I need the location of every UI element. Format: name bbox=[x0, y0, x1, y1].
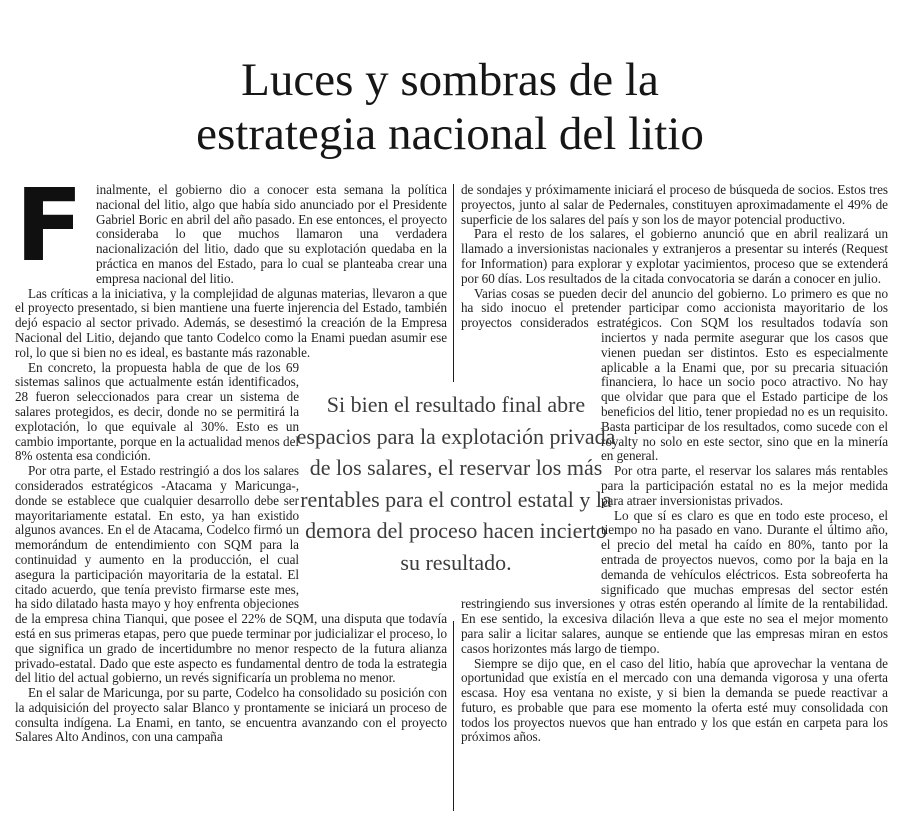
column-divider-bottom bbox=[453, 621, 454, 811]
drop-cap: F bbox=[15, 183, 84, 284]
article-title-line-1: Luces y sombras de la bbox=[241, 54, 659, 107]
paragraph: Por otra parte, el reservar los salares más rentables para la participación estatal no es la mejor medida para atraer inversionistas privados. bbox=[601, 463, 888, 508]
article-title-line-2: estrategia nacional del litio bbox=[196, 108, 704, 161]
paragraph: Varias cosas se pueden decir del anuncio del gobierno. Lo primero es que no ha sido inocuo el pretender participar como accionista mayoritario de los proyectos considerados estratégicos. Con SQM los resultados todavía son inciertos y nada permite asegurar que los casos que vienen puedan ser distintos. Esto es especialmente aplicable a la Enami que, por su precaria situación financiera, lo hace un socio poco atractivo. No hay que olvidar que para que el Estado participe de los beneficios del litio, tener propiedad no es un requisito. Basta participar de los resultados, como sucede con el royalty no solo en este sector, sino que en la minería en general. bbox=[461, 285, 888, 464]
paragraph: Para el resto de los salares, el gobierno anunció que en abril realizará un llamado a inversionistas nacionales y extranjeros a presentar su interés (Request for Information) para explorar y explotar yacimientos, proceso que se extenderá por 60 días. Los resultados de la citada convocatoria se darán a conocer en julio. bbox=[461, 226, 888, 286]
paragraph: En el salar de Maricunga, por su parte, Codelco ha consolidado su posición con la adquisición del proyecto salar Blanco y prontamente se iniciará un proceso de consulta indígena. La Enami, en tanto, se encuentra avanzando con el proyecto Salares Alto Andinos, con una campaña bbox=[15, 685, 447, 745]
paragraph: de sondajes y próximamente iniciará el proceso de búsqueda de socios. Estos tres proyectos, junto al salar de Pedernales, constituyen aproximadamente el 49% de superficie de los salares del país y son los de mayor potencial productivo. bbox=[461, 183, 888, 227]
lead-paragraph-text: inalmente, el gobierno dio a conocer esta semana la política nacional del litio, algo que había sido anunciado por el Presidente Gabriel Boric en abril del año pasado. En ese entonces, el proyecto consideraba lo que muchos llamaron una verdadera nacionalización del litio, dado que su explotación quedaba en la práctica en manos del Estado, para lo cual se planteaba crear una empresa nacional del litio. bbox=[96, 183, 447, 286]
column-divider-top bbox=[453, 184, 454, 382]
paragraph: Las críticas a la iniciativa, y la complejidad de algunas materias, llevaron a que el proyecto presentado, si bien mantiene una fuerte injerencia del Estado, también dejó espacio al sector privado. Además, se desestimó la creación de la Empresa Nacional del Litio, dejando que tanto Codelco como la Enami puedan asumir ese rol, lo que si bien no es ideal, es bastante más razonable. bbox=[15, 285, 447, 360]
paragraph: Lo que sí es claro es que en todo este proceso, el tiempo no ha pasado en vano. Durante el último año, el precio del metal ha caído en 80%, tanto por la entrada de proyectos nuevos, como por la baja en la demanda de vehículos eléctricos. Esta sobreoferta ha significado que muchas empresas del sector estén restringiendo sus inversiones y otras estén operando al límite de la rentabilidad. En ese sentido, la excesiva dilación lleva a que este no sea el mejor momento para salir a licitar salares, aunque se entiende que las empresas miran en estos casos horizontes más largo de tiempo. bbox=[461, 507, 888, 656]
pull-quote: Si bien el resultado final abre espacios para la explotación privada de los salares, el reservar los más rentables para el control estatal y la demora del proceso hacen incierto su resultado. bbox=[296, 392, 616, 575]
paragraph: Siempre se dijo que, en el caso del litio, había que aprovechar la ventana de oportunidad que existía en el mercado con una demanda vigorosa y una oferta escasa. Hoy esa ventana no existe, y si bien la demanda se puede reactivar a futuro, es probable que para ese momento la oferta esté muy consolidada con todos los proyectos nuevos que han entrado y los que están en carpeta para los próximos años. bbox=[461, 655, 888, 745]
paragraph: En concreto, la propuesta habla de que de los 69 sistemas salinos que actualmente están identificados, 28 fueron seleccionados para crear un sistema de salares protegidos, es decir, donde no se permitirá la explotación, lo que equivale al 30%. Esto es un cambio importante, porque en la actualidad menos del 8% ostenta esa condición. bbox=[15, 359, 299, 464]
paragraph: Por otra parte, el Estado restringió a dos los salares considerados estratégicos -Atacama y Maricunga-, donde se establece que cualquier desarrollo debe ser mayoritariamente estatal. En esto, ya han existido algunos avances. En el de Atacama, Codelco firmó un memorándum de entendimiento con SQM para la continuidad y aumento en la producción, el cual asegura la participación mayoritaria de la estatal. El citado acuerdo, que tenía previsto firmarse este mes, ha sido dilatado hasta mayo y hoy enfrenta objeciones de la empresa china Tianqui, que posee el 22% de SQM, una disputa que todavía está en sus primeras etapas, pero que puede terminar por judicializar el proceso, lo que significa un grado de incertidumbre no menor respecto de la futura alianza privado-estatal. Dado que este aspecto es fundamental dentro de toda la estrategia del litio del actual gobierno, un revés significaría un problema no menor. bbox=[15, 463, 447, 686]
article-title bbox=[0, 53, 900, 161]
lead-paragraph bbox=[15, 183, 447, 287]
